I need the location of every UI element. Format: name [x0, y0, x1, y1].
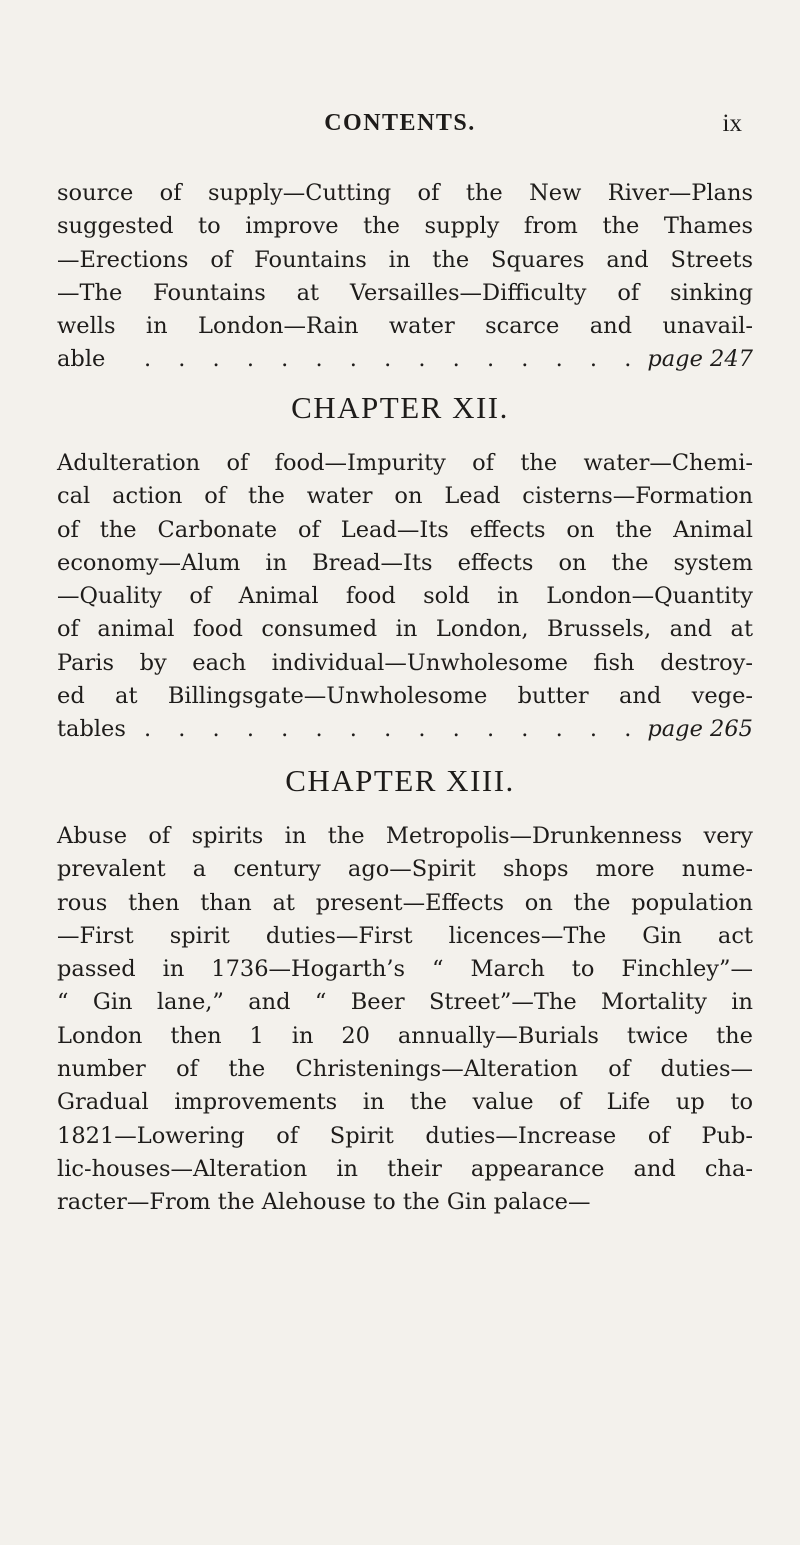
chapter-12-heading: CHAPTER XII.: [291, 390, 509, 425]
summary-line: —Quality of Animal food sold in London—Quantity: [57, 583, 753, 610]
summary-line: —Erections of Fountains in the Squares and Streets: [57, 246, 753, 273]
summary-line: of the Carbonate of Lead—Its effects on the Animal: [57, 516, 753, 543]
chapter-13-summary: [57, 820, 753, 1220]
dot-leader: . . . . . . . . . . . . . . .: [143, 346, 642, 373]
summary-line: ed at Billingsgate—Unwholesome butter and vege-: [57, 683, 753, 710]
page-number: ix: [722, 110, 742, 137]
summary-line: suggested to improve the supply from the Thames: [57, 213, 753, 240]
summary-line: Paris by each individual—Unwholesome fish destroy-: [57, 649, 753, 676]
summary-line: 1821—Lowering of Spirit duties—Increase of Pub-: [57, 1122, 753, 1149]
summary-last-line: [57, 343, 753, 376]
running-head-title: CONTENTS.: [324, 110, 476, 136]
summary-line: source of supply—Cutting of the New River—Plans: [57, 180, 753, 206]
summary-line: lic-houses—Alteration in their appearance and cha-: [57, 1155, 753, 1182]
summary-line: rous then than at present—Effects on the population: [57, 889, 753, 916]
summary-line: London then 1 in 20 annually—Burials twice the: [57, 1022, 753, 1049]
chapter-12-summary: [57, 447, 753, 747]
chapter-13-heading: CHAPTER XIII.: [285, 763, 515, 798]
summary-line: wells in London—Rain water scarce and unavail-: [57, 313, 753, 340]
summary-line: passed in 1736—Hogarth’s “ March to Finchley”—: [57, 956, 753, 983]
summary-line: “ Gin lane,” and “ Beer Street”—The Mortality in: [57, 989, 753, 1016]
summary-line: number of the Christenings—Alteration of duties—: [57, 1056, 753, 1083]
summary-line: Adulteration of food—Impurity of the water—Chemi-: [57, 450, 753, 476]
running-head: [0, 110, 800, 150]
summary-line: —The Fountains at Versailles—Difficulty of sinking: [57, 279, 753, 306]
summary-line: Abuse of spirits in the Metropolis—Drunkenness very: [57, 823, 753, 849]
summary-line: economy—Alum in Bread—Its effects on the system: [57, 549, 753, 576]
summary-last-text: tables: [57, 716, 126, 743]
summary-last-text: able: [57, 346, 106, 373]
summary-line: of animal food consumed in London, Brussels, and at: [57, 616, 753, 643]
summary-line: Gradual improvements in the value of Life up to: [57, 1089, 753, 1116]
summary-line: racter—From the Alehouse to the Gin palace—: [57, 1189, 591, 1216]
chapter-11-summary-continuation: [57, 177, 753, 377]
summary-line: prevalent a century ago—Spirit shops more nume-: [57, 856, 753, 883]
summary-line: cal action of the water on Lead cisterns—Formation: [57, 483, 753, 510]
summary-line: —First spirit duties—First licences—The Gin act: [57, 922, 753, 949]
summary-last-line: [57, 713, 753, 746]
page-reference: page 265: [647, 716, 753, 743]
dot-leader: . . . . . . . . . . . . . . .: [143, 716, 642, 743]
page-reference: page 247: [647, 346, 753, 373]
